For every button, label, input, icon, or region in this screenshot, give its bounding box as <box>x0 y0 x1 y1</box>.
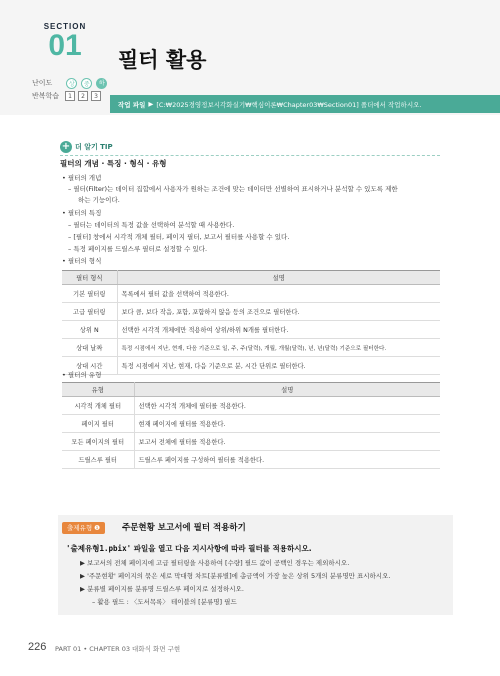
exercise-badge: 출제유형 ❶ <box>62 522 105 534</box>
table-header-row <box>62 271 440 285</box>
tip-line: – 필터(Filter)는 데이터 집합에서 사용자가 원하는 조건에 맞는 데이터만 선별하여 표시하거나 분석할 수 있도록 제한 <box>68 185 398 193</box>
table-cell: 선택한 시각적 개체에만 적용하여 상위/하위 N개를 필터한다. <box>117 321 440 339</box>
tip-line: • 필터의 유형 <box>62 371 102 379</box>
section-label: SECTION <box>43 22 87 31</box>
page-title: 필터 활용 <box>118 48 207 72</box>
difficulty-row <box>32 77 107 89</box>
table-cell: 상위 N <box>62 321 117 339</box>
filter-type-table <box>62 382 440 469</box>
tip-line: • 필터의 개념 <box>62 174 102 182</box>
tip-label: 더 알기 TIP <box>75 143 113 151</box>
table-cell: 상대 시간 <box>62 357 117 375</box>
tip-badge <box>60 141 113 153</box>
table-row <box>62 357 440 375</box>
table-row <box>62 321 440 339</box>
table-header: 설명 <box>134 383 440 397</box>
footer-text: PART 01 • CHAPTER 03 대화식 화면 구현 <box>55 645 181 653</box>
table-row <box>62 415 440 433</box>
exercise-instruction-text: 파일을 열고 다음 지시사항에 따라 필터를 적용하시오. <box>131 544 312 553</box>
section-number: 01 <box>48 29 82 62</box>
difficulty-high: 상 <box>66 78 77 89</box>
table-header: 필터 형식 <box>62 271 117 285</box>
table-row <box>62 339 440 357</box>
table-row <box>62 285 440 303</box>
exercise-item: ▶ 보고서의 전체 페이지에 고급 필터링을 사용하여 [수량] 필드 값이 공백인 경우는 제외하시오. <box>80 559 350 567</box>
table-row <box>62 451 440 469</box>
table-cell: 특정 시점에서 지난, 현재, 다음 기준으로 일, 주, 주(달력), 개월, 개월(달력), 년, 년(달력) 기준으로 필터한다. <box>117 339 440 357</box>
plus-icon: + <box>61 141 71 152</box>
exercise-file: '출제유형1.pbix' <box>66 544 132 553</box>
table-cell: 드릴스루 페이지를 구성하여 필터를 적용한다. <box>134 451 440 469</box>
table-cell: 고급 필터링 <box>62 303 117 321</box>
page-number: 226 <box>28 641 47 653</box>
table-cell: 페이지 필터 <box>62 415 134 433</box>
tip-line: • 필터의 특징 <box>62 209 102 217</box>
repeat-box-3: 3 <box>91 91 101 101</box>
table-cell: 선택한 시각적 개체에 필터를 적용한다. <box>134 397 440 415</box>
exercise-item: ▶ '주문현황' 페이지의 묶은 세로 막대형 차트[분류별]에 총금액이 가장 높은 상위 5개의 분류명만 표시하시오. <box>80 572 391 580</box>
practice-file-bar <box>110 95 500 113</box>
tip-line: – 필터는 데이터의 특정 값을 선택하여 분석할 때 사용한다. <box>68 221 235 229</box>
tip-heading: 필터의 개념 · 특징 · 형식 · 유형 <box>60 159 167 168</box>
divider <box>60 155 440 156</box>
table-cell: 기본 필터링 <box>62 285 117 303</box>
table-cell: 특정 시점에서 지난, 현재, 다음 기준으로 분, 시간 단위로 필터한다. <box>117 357 440 375</box>
tip-line: 하는 기능이다. <box>78 196 120 204</box>
difficulty-low: 하 <box>96 78 107 89</box>
table-row <box>62 397 440 415</box>
repeat-label: 반복학습 <box>32 92 60 100</box>
table-cell: 시각적 개체 필터 <box>62 397 134 415</box>
section-badge <box>28 22 102 74</box>
table-row <box>62 433 440 451</box>
tip-line: • 필터의 형식 <box>62 257 102 265</box>
table-header-row <box>62 383 440 397</box>
table-header: 유형 <box>62 383 134 397</box>
practice-label: 작업 파일 <box>118 100 146 109</box>
table-cell: 보고서 전체에 필터를 적용한다. <box>134 433 440 451</box>
table-cell: 목록에서 필터 값을 선택하여 적용한다. <box>117 285 440 303</box>
repeat-box-1: 1 <box>65 91 75 101</box>
table-row <box>62 303 440 321</box>
tip-line: – [필터] 창에서 시각적 개체 필터, 페이지 필터, 보고서 필터를 사용할 수 있다. <box>68 233 290 241</box>
table-cell: 드릴스루 필터 <box>62 451 134 469</box>
difficulty-mid: 중 <box>81 78 92 89</box>
repeat-box-2: 2 <box>78 91 88 101</box>
repeat-row <box>32 90 101 102</box>
exercise-instruction <box>66 543 312 554</box>
filter-format-table <box>62 270 440 375</box>
tip-line: – 특정 페이지를 드릴스루 필터로 설정할 수 있다. <box>68 245 208 253</box>
table-header: 설명 <box>117 271 440 285</box>
exercise-title: 주문현황 보고서에 필터 적용하기 <box>122 523 246 533</box>
practice-path: [C:₩2025경영정보시각화실기₩핵심이론₩Chapter03₩Section01] 폴더에서 작업하시오. <box>156 100 422 109</box>
table-cell: 상대 날짜 <box>62 339 117 357</box>
table-cell: 현재 페이지에 필터를 적용한다. <box>134 415 440 433</box>
difficulty-label: 난이도 <box>32 79 53 87</box>
play-icon: ▶ <box>148 100 154 108</box>
exercise-item: ▶ 분류별 페이지를 분류명 드릴스루 페이지로 설정하시오. <box>80 585 244 593</box>
table-cell: 모든 페이지의 필터 <box>62 433 134 451</box>
table-cell: 보다 큼, 보다 작음, 포함, 포함하지 않음 등의 조건으로 필터한다. <box>117 303 440 321</box>
exercise-item: – 활용 필드 : 〈도서목록〉 테이블의 [분류명] 필드 <box>92 598 237 606</box>
